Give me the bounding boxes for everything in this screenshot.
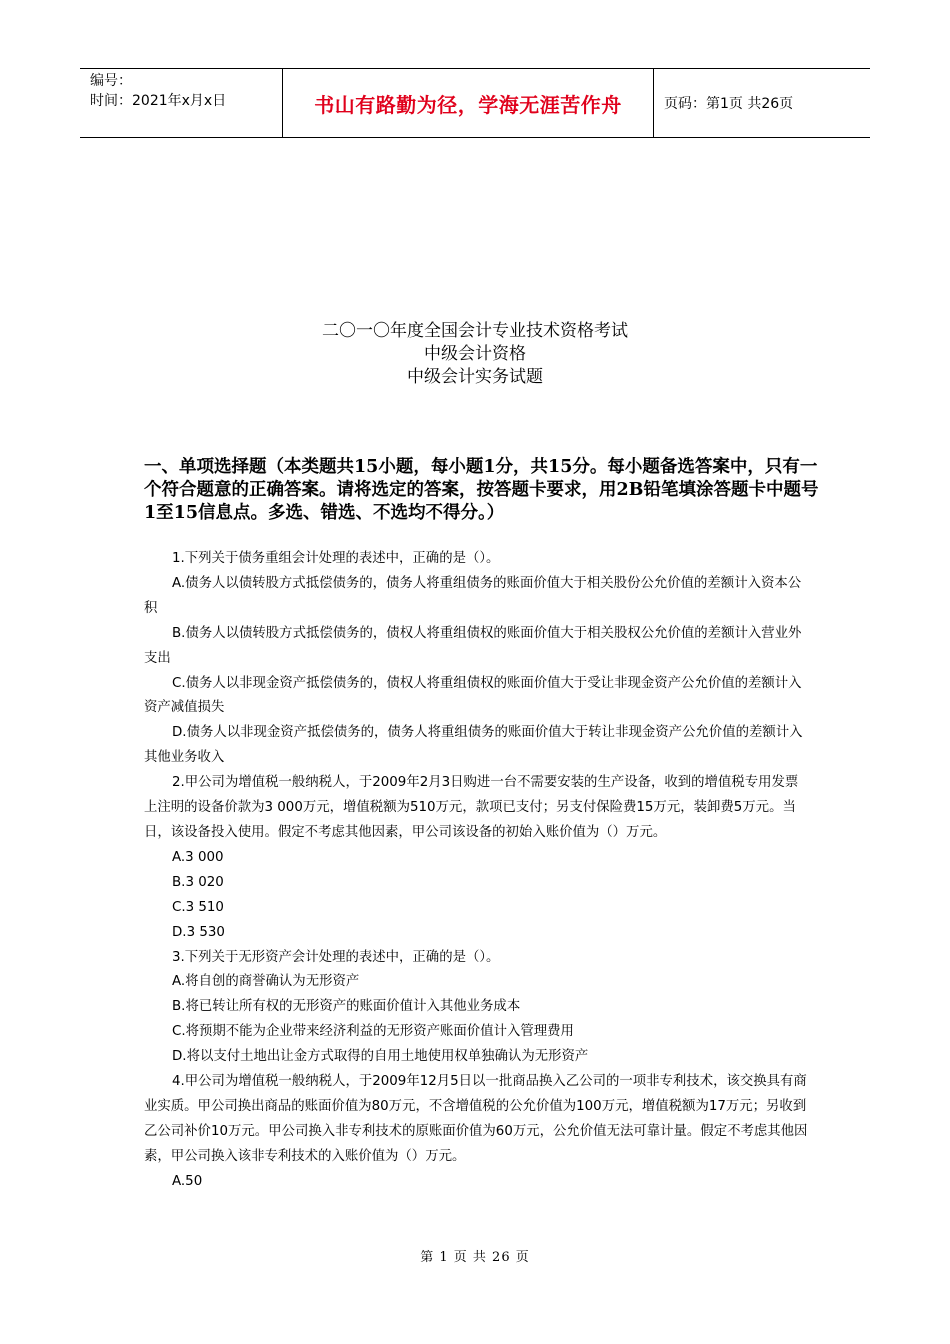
number-label: 编号： <box>90 73 132 89</box>
page-info: 页码：第1页 共26页 <box>664 96 794 112</box>
question-3-option-b: B.将已转让所有权的无形资产的账面价值计入其他业务成本 <box>172 999 521 1015</box>
header-meta <box>80 69 282 137</box>
time-label: 时间：2021年x月x日 <box>90 93 227 109</box>
title-line-1: 二〇一〇年度全国会计专业技术资格考试 <box>322 321 628 341</box>
question-1-option-d: D.债务人以非现金资产抵偿债务的，债务人将重组债务的账面价值大于转让非现金资产公允价值的差额计入其他业务收入 <box>144 725 803 766</box>
question-1-option-c: C.债务人以非现金资产抵偿债务的，债权人将重组债权的账面价值大于受让非现金资产公允价值的差额计入资产减值损失 <box>144 675 802 716</box>
question-list <box>144 547 810 1195</box>
question-2-option-d: D.3 530 <box>172 924 225 940</box>
question-1-option-b: B.债务人以债转股方式抵偿债务的，债权人将重组债权的账面价值大于相关股权公允价值的差额计入营业外支出 <box>144 625 802 666</box>
question-2-option-b: B.3 020 <box>172 874 224 890</box>
title-line-3: 中级会计实务试题 <box>407 367 543 387</box>
question-3-stem: 3.下列关于无形资产会计处理的表述中，正确的是（）。 <box>172 949 500 965</box>
question-4-option-a: A.50 <box>172 1173 203 1189</box>
question-3-option-a: A.将自创的商誉确认为无形资产 <box>172 974 360 990</box>
motto: 书山有路勤为径，学海无涯苦作舟 <box>282 69 654 137</box>
page-footer: 第 1 页 共 26 页 <box>420 1250 530 1265</box>
question-2-stem: 2.甲公司为增值税一般纳税人，于2009年2月3日购进一台不需要安装的生产设备，收到的增值税专用发票上注明的设备价款为3 000万元，增值税额为510万元，款项已支付；另支付保险费15万元，装卸费5万元。当日，该设备投入使用。假定不考虑其他因素，甲公司该设备的初始入账价值为（）万元。 <box>144 775 799 840</box>
question-2-option-c: C.3 510 <box>172 899 224 915</box>
question-2-option-a: A.3 000 <box>172 849 224 865</box>
document-title <box>0 320 950 389</box>
question-3-option-c: C.将预期不能为企业带来经济利益的无形资产账面价值计入管理费用 <box>172 1024 574 1040</box>
section-heading: 一、单项选择题（本类题共15小题，每小题1分，共15分。每小题备选答案中，只有一个符合题意的正确答案。请将选定的答案，按答题卡要求，用2B铅笔填涂答题卡中题号1至15信息点。多选、错选、不选均不得分。） <box>144 457 819 523</box>
document-header <box>80 68 870 138</box>
question-1-option-a: A.债务人以债转股方式抵偿债务的，债务人将重组债务的账面价值大于相关股份公允价值的差额计入资本公积 <box>144 575 802 616</box>
question-4-stem: 4.甲公司为增值税一般纳税人，于2009年12月5日以一批商品换入乙公司的一项非专利技术，该交换具有商业实质。甲公司换出商品的账面价值为80万元，不含增值税的公允价值为100万元，增值税额为17万元；另收到乙公司补价10万元。甲公司换入非专利技术的原账面价值为60万元，公允价值无法可靠计量。假定不考虑其他因素，甲公司换入该非专利技术的入账价值为（）万元。 <box>144 1074 808 1164</box>
title-line-2: 中级会计资格 <box>424 344 526 364</box>
question-3-option-d: D.将以支付土地出让金方式取得的自用土地使用权单独确认为无形资产 <box>172 1049 589 1065</box>
question-1-stem: 1.下列关于债务重组会计处理的表述中，正确的是（）。 <box>172 551 500 566</box>
